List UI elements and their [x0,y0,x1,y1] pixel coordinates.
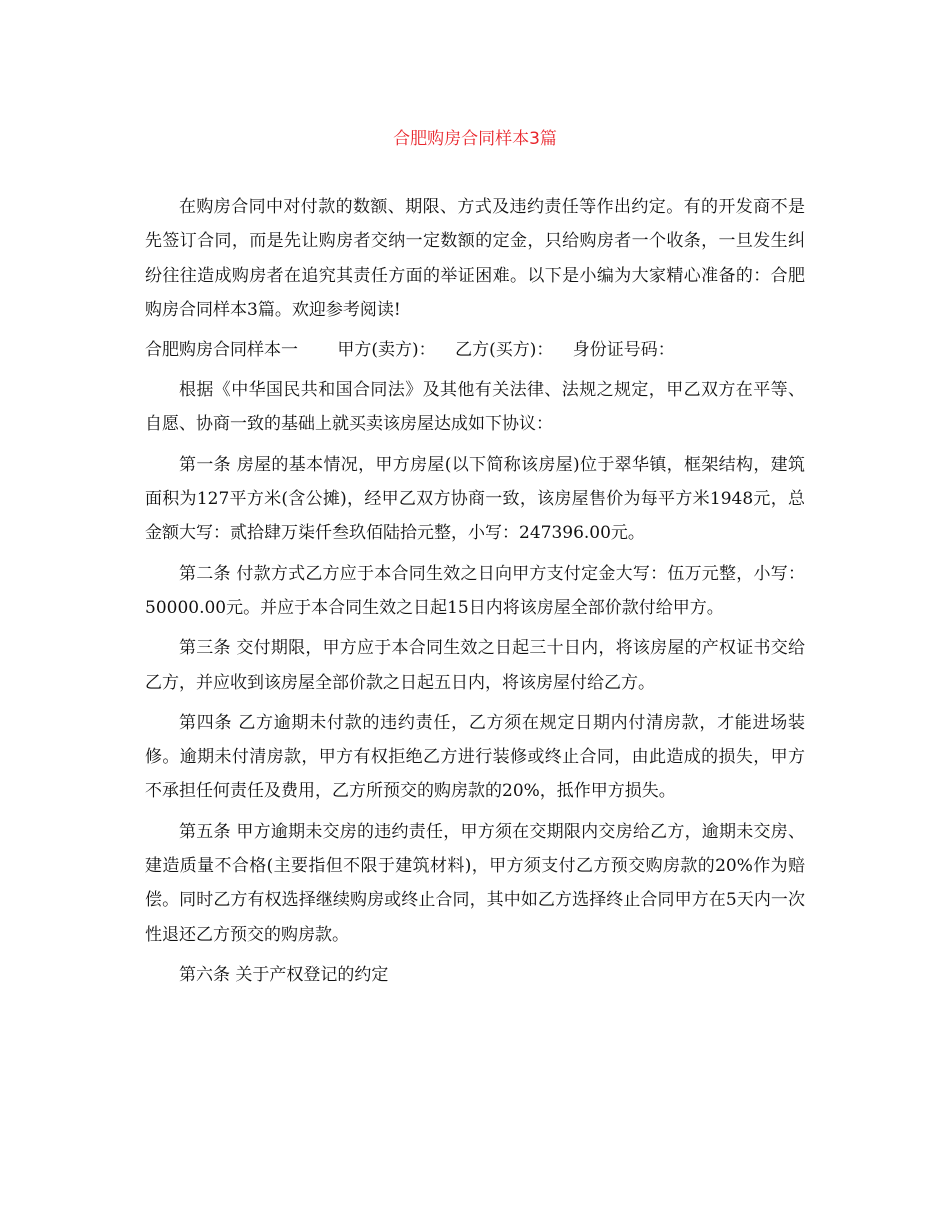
intro-paragraph: 在购房合同中对付款的数额、期限、方式及违约责任等作出约定。有的开发商不是先签订合同，而是先让购房者交纳一定数额的定金，只给购房者一个收条，一旦发生纠纷往往造成购房者在追究其责任方面的举证困难。以下是小编为大家精心准备的：合肥购房合同样本3篇。欢迎参考阅读! [145,197,805,320]
party-b-label: 乙方(买方)： [455,340,554,361]
clause-4: 第四条 乙方逾期未付款的违约责任，乙方须在规定日期内付清房款，才能进场装修。逾期未付清房款，甲方有权拒绝乙方进行装修或终止合同，由此造成的损失，甲方不承担任何责任及费用，乙方所预交的购房款的20%，抵作甲方损失。 [145,712,805,802]
id-number-label: 身份证号码： [572,340,675,361]
clause-preamble: 根据《中华国民共和国合同法》及其他有关法律、法规之规定，甲乙双方在平等、自愿、协商一致的基础上就买卖该房屋达成如下协议： [145,380,805,435]
clause-6: 第六条 关于产权登记的约定 [179,964,389,985]
document-title: 合肥购房合同样本3篇 [393,129,557,149]
clause-1: 第一条 房屋的基本情况，甲方房屋(以下简称该房屋)位于翠华镇，框架结构，建筑面积为127平方米(含公摊)，经甲乙双方协商一致，该房屋售价为每平方米1948元，总金额大写：贰拾肆万柒仟叁玖佰陆拾元整，小写：247396.00元。 [145,454,805,544]
sample-title: 合肥购房合同样本一 [145,340,298,361]
document-body [145,190,805,998]
contract-header-line [145,333,805,367]
clause-2: 第二条 付款方式乙方应于本合同生效之日向甲方支付定金大写：伍万元整，小写：50000.00元。并应于本合同生效之日起15日内将该房屋全部价款付给甲方。 [145,563,805,618]
clause-5: 第五条 甲方逾期未交房的违约责任，甲方须在交期限内交房给乙方，逾期未交房、建造质量不合格(主要指但不限于建筑材料)，甲方须支付乙方预交购房款的20%作为赔偿。同时乙方有权选择继续购房或终止合同，其中如乙方选择终止合同甲方在5天内一次性退还乙方预交的购房款。 [145,821,805,945]
clause-3: 第三条 交付期限，甲方应于本合同生效之日起三十日内，将该房屋的产权证书交给乙方，并应收到该房屋全部价款之日起五日内，将该房屋付给乙方。 [145,638,805,693]
party-a-label: 甲方(卖方)： [337,340,436,361]
